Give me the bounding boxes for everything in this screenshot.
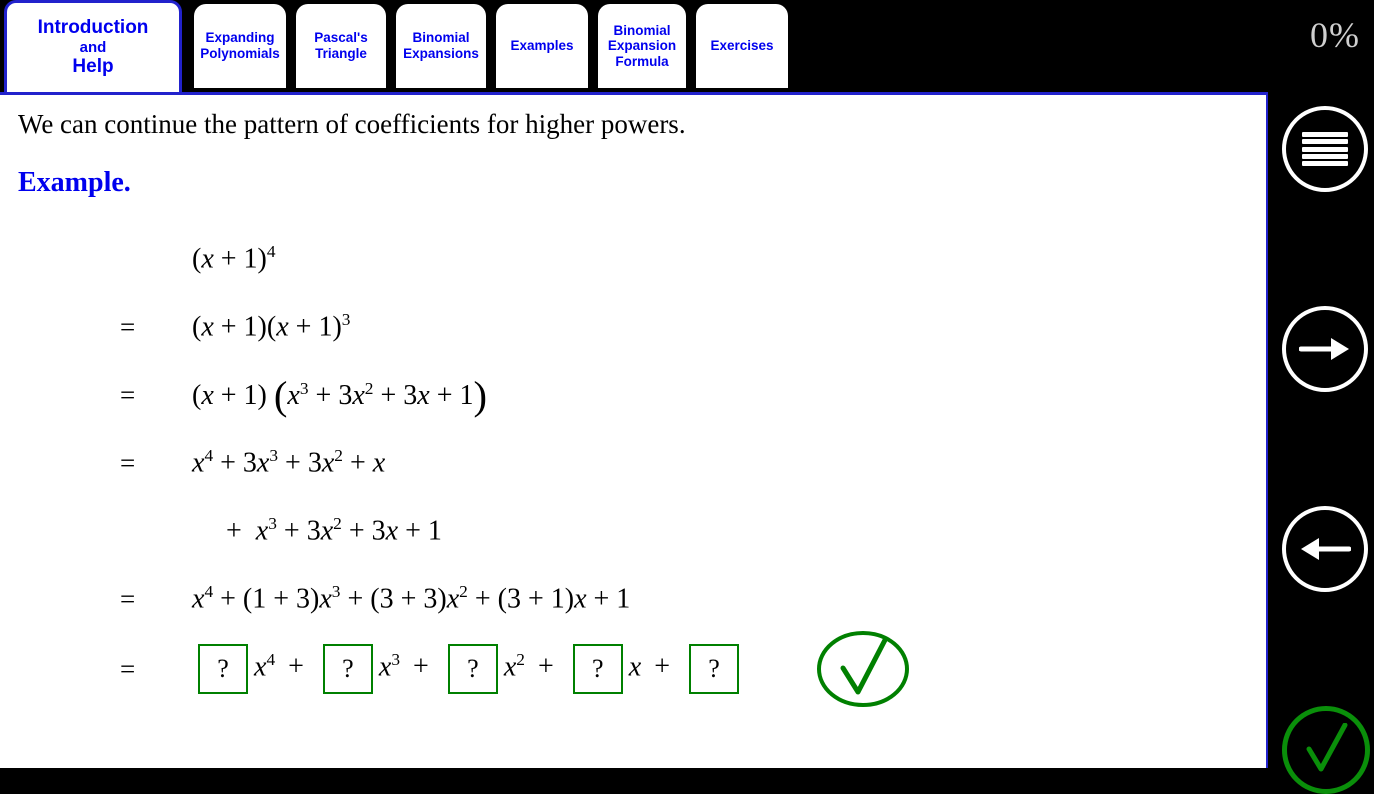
prev-button[interactable] [1282, 506, 1368, 592]
answer-blank-2[interactable]: ? [323, 644, 373, 694]
inline-check-button[interactable] [815, 630, 911, 708]
tab-label-line: Introduction [37, 17, 149, 39]
expression: + $x^3 + 3x^2 + 3x + 1$ [226, 514, 442, 547]
equals-sign: = [120, 447, 136, 478]
tab-introduction-and-help[interactable] [4, 0, 182, 92]
check-icon [815, 630, 911, 708]
derivation-row [120, 361, 1220, 429]
intro-text: We can continue the pattern of coefficients for higher powers. [18, 109, 686, 139]
derivation-row [120, 293, 1220, 361]
derivation-row [120, 225, 1220, 293]
progress-indicator: 0% [1310, 15, 1360, 55]
arrow-right-icon [1299, 329, 1351, 369]
expression: (x + 1) $(x^3 + 3x^2 + 3x + 1)$ [192, 372, 487, 418]
check-icon [1299, 723, 1353, 777]
navigation-sidebar [1268, 92, 1374, 768]
plus-sign: + [654, 651, 670, 683]
tab-label-line: Exercises [710, 38, 774, 54]
tab-label-line: Polynomials [200, 46, 280, 61]
tab-label-line: Binomial [412, 30, 470, 46]
derivation-row [120, 429, 1220, 497]
derivation-block [120, 225, 1220, 705]
derivation-row [120, 497, 1220, 565]
equals-sign: = [120, 379, 136, 410]
tab-binomial-expansion-formula[interactable] [598, 4, 686, 88]
arrow-left-icon [1299, 529, 1351, 569]
tab-label-line: Expansion [607, 38, 677, 54]
tab-pascals-triangle[interactable] [296, 4, 386, 88]
expression: $x^4 + (1 + 3)x^3 + (3 + 3)x^2 + (3 + 1)x + 1$ [192, 582, 631, 615]
tab-examples[interactable] [496, 4, 588, 88]
equals-sign: = [120, 311, 136, 342]
tab-exercises[interactable] [696, 4, 788, 88]
tab-label-line: Formula [615, 53, 669, 69]
answer-blank-4[interactable]: ? [573, 644, 623, 694]
menu-icon [1302, 132, 1348, 166]
answer-blank-5[interactable]: ? [689, 644, 739, 694]
tab-binomial-expansions[interactable] [396, 4, 486, 88]
lesson-content-panel [0, 92, 1268, 768]
plus-sign: + [288, 651, 304, 683]
tab-label-line: and [79, 38, 107, 56]
check-button[interactable] [1282, 706, 1370, 794]
answer-blank-1[interactable]: ? [198, 644, 248, 694]
plus-sign: + [537, 651, 554, 683]
tab-label-line: Examples [510, 38, 574, 54]
tab-label-line: Expanding [205, 30, 275, 46]
plus-sign: + [413, 651, 429, 683]
answer-row [120, 633, 1220, 705]
answer-blank-3[interactable]: ? [448, 644, 498, 694]
tab-expanding-polynomials[interactable] [194, 4, 286, 88]
tab-label-line: Triangle [315, 46, 367, 61]
example-heading: Example. [18, 167, 131, 198]
tab-label-line: Help [72, 56, 114, 78]
equals-sign: = [120, 583, 136, 614]
expression: $(x + 1)^4$ [192, 242, 276, 275]
equals-sign: = [120, 653, 136, 684]
tab-label-line: Pascal's [314, 30, 368, 46]
plus-sign: + [226, 515, 242, 547]
answer-expression: ? $x^4$ + ? $x^3$ + ? $x^2$ + ? x + ? [192, 644, 745, 694]
expression: $(x + 1)(x + 1)^3$ [192, 310, 351, 343]
next-button[interactable] [1282, 306, 1368, 392]
derivation-row [120, 565, 1220, 633]
menu-button[interactable] [1282, 106, 1368, 192]
tab-bar [0, 0, 1374, 92]
tab-label-line: Expansions [403, 46, 479, 61]
tab-label-line: Binomial [613, 22, 671, 38]
expression: $x^4 + 3x^3 + 3x^2 + x$ [192, 446, 386, 479]
